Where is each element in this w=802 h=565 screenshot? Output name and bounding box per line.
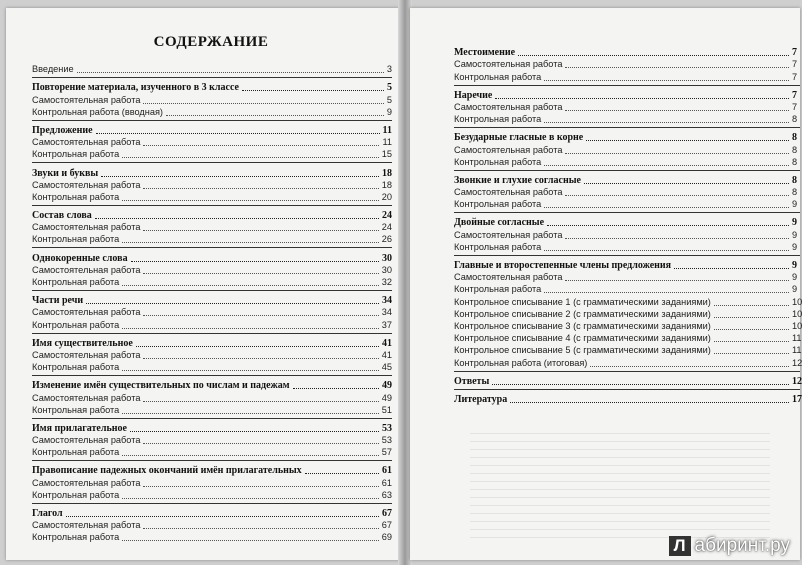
left-page <box>6 8 400 560</box>
dot-leader <box>544 80 789 81</box>
toc-entry <box>32 306 392 318</box>
dot-leader <box>143 103 383 104</box>
toc-page-number: 67 <box>381 520 392 531</box>
toc-page-number: 7 <box>792 89 797 101</box>
toc-entry-title: Контрольная работа <box>32 447 120 458</box>
toc-left <box>32 63 392 548</box>
toc-section-heading <box>32 507 392 519</box>
toc-entry <box>454 283 800 295</box>
toc-page-number: 34 <box>382 295 392 307</box>
dot-leader <box>242 90 384 91</box>
toc-entry-title: Имя прилагательное <box>32 422 127 434</box>
dot-leader <box>143 145 379 146</box>
toc-section-heading <box>454 375 800 387</box>
toc-page-number: 49 <box>382 380 392 392</box>
toc-entry-title: Контрольная работа <box>32 362 120 373</box>
toc-section-heading <box>454 46 800 58</box>
dot-leader <box>143 188 378 189</box>
toc-entry-title: Самостоятельная работа <box>32 392 141 403</box>
toc-entry-title: Контрольное списывание 2 (с грамматическими заданиями) <box>454 308 711 319</box>
toc-page-number: 26 <box>381 234 392 245</box>
toc-entry-title: Контрольная работа <box>32 319 120 330</box>
dot-leader <box>143 273 378 274</box>
toc-page-number: 45 <box>381 362 392 373</box>
dot-leader <box>86 303 379 304</box>
toc-page-number: 8 <box>792 187 798 198</box>
toc-section-heading <box>454 259 800 271</box>
toc-page-number: 5 <box>386 94 392 105</box>
dot-leader <box>143 528 378 529</box>
toc-section-heading <box>32 124 392 136</box>
toc-page-number: 57 <box>381 447 392 458</box>
toc-entry-title: Контрольное списывание 5 (с грамматическими заданиями) <box>454 345 711 356</box>
dot-leader <box>96 133 380 134</box>
toc-page-number: 8 <box>792 114 798 125</box>
toc-entry <box>32 106 392 118</box>
labirint-logo-icon: Л <box>669 536 691 556</box>
toc-page-number: 7 <box>792 71 798 82</box>
dot-leader <box>544 292 789 293</box>
toc-section-heading <box>454 216 800 228</box>
toc-page-number: 24 <box>381 222 392 233</box>
toc-entry-title: Изменение имён существительных по числам и падежам <box>32 380 290 392</box>
toc-entry-title: Звуки и буквы <box>32 167 99 179</box>
dot-leader <box>136 346 379 347</box>
dot-leader <box>590 366 789 367</box>
toc-section-heading <box>32 251 392 263</box>
toc-section <box>454 46 800 86</box>
dot-leader <box>492 384 789 385</box>
dot-leader <box>143 401 378 402</box>
toc-section <box>454 375 800 390</box>
toc-page-number: 34 <box>381 307 392 318</box>
dot-leader <box>547 225 789 226</box>
dot-leader <box>166 115 384 116</box>
dot-leader <box>714 341 789 342</box>
toc-section-heading <box>454 89 800 101</box>
toc-page-number: 53 <box>381 435 392 446</box>
toc-section <box>32 422 392 462</box>
dot-leader <box>131 261 379 262</box>
toc-section-heading <box>32 422 392 434</box>
dot-leader <box>95 218 379 219</box>
toc-section <box>454 259 800 372</box>
dot-leader <box>122 242 379 243</box>
toc-entry-title: Самостоятельная работа <box>32 520 141 531</box>
dot-leader <box>495 98 789 99</box>
toc-section <box>32 166 392 206</box>
toc-entry-title: Звонкие и глухие согласные <box>454 174 581 186</box>
toc-section <box>454 174 800 214</box>
toc-entry <box>454 156 800 168</box>
toc-section-heading <box>32 379 392 391</box>
dot-leader <box>565 153 789 154</box>
toc-section-heading <box>454 131 800 143</box>
toc-entry <box>454 143 800 155</box>
toc-page-number: 53 <box>382 422 392 434</box>
dot-leader <box>122 413 379 414</box>
toc-entry <box>32 264 392 276</box>
toc-entry-title: Контрольная работа <box>32 404 120 415</box>
toc-entry <box>454 344 800 356</box>
toc-entry <box>32 276 392 288</box>
toc-section <box>32 337 392 377</box>
toc-page-number: 7 <box>792 47 797 59</box>
toc-entry-title: Контрольное списывание 1 (с грамматическими заданиями) <box>454 296 711 307</box>
toc-entry-title: Самостоятельная работа <box>454 229 563 240</box>
toc-entry-title: Контрольная работа <box>454 71 542 82</box>
dot-leader <box>293 388 379 389</box>
toc-entry <box>32 519 392 531</box>
toc-entry-title: Самостоятельная работа <box>454 144 563 155</box>
toc-entry-title: Самостоятельная работа <box>32 477 141 488</box>
toc-entry-title: Контрольная работа <box>454 241 542 252</box>
toc-entry-title: Контрольная работа <box>32 191 120 202</box>
toc-entry <box>32 446 392 458</box>
toc-page-number: 41 <box>381 349 392 360</box>
toc-entry <box>32 63 392 75</box>
toc-entry-title: Двойные согласные <box>454 217 545 229</box>
toc-entry-title: Контрольная работа <box>454 284 542 295</box>
toc-page-number: 11 <box>382 137 392 148</box>
toc-entry-title: Введение <box>32 64 74 75</box>
toc-entry <box>454 332 800 344</box>
dot-leader <box>122 370 379 371</box>
dot-leader <box>565 110 789 111</box>
toc-page-number: 32 <box>381 277 392 287</box>
dot-leader <box>544 165 789 166</box>
toc-entry <box>454 228 800 240</box>
toc-section <box>32 507 392 546</box>
toc-entry-title: Самостоятельная работа <box>32 137 141 148</box>
toc-page-number: 8 <box>792 156 798 167</box>
dot-leader <box>544 207 789 208</box>
toc-entry-title: Части речи <box>32 295 84 307</box>
toc-page-number: 17 <box>792 393 802 405</box>
toc-page-number: 8 <box>792 144 798 155</box>
toc-section-heading <box>32 166 392 178</box>
dot-leader <box>544 122 789 123</box>
toc-entry <box>454 70 800 82</box>
dot-leader <box>77 72 384 73</box>
toc-entry-title: Повторение материала, изученного в 3 классе <box>32 82 239 94</box>
dot-leader <box>143 486 378 487</box>
toc-entry <box>454 113 800 125</box>
toc-entry-title: Самостоятельная работа <box>32 307 141 318</box>
toc-entry <box>32 349 392 361</box>
toc-right <box>454 46 800 410</box>
toc-entry-title: Самостоятельная работа <box>454 59 563 70</box>
toc-page-number: 10 <box>792 308 802 319</box>
toc-page-number: 8 <box>792 132 797 144</box>
toc-page-number: 8 <box>792 174 797 186</box>
toc-entry-title: Контрольная работа <box>32 277 120 287</box>
toc-entry-title: Главные и второстепенные члены предложения <box>454 260 672 271</box>
toc-entry-title: Самостоятельная работа <box>32 179 141 190</box>
toc-entry-title: Контрольная работа <box>32 149 120 160</box>
toc-entry <box>454 356 800 368</box>
toc-page-number: 15 <box>381 149 392 160</box>
toc-page-number: 9 <box>792 260 797 271</box>
toc-entry-title: Самостоятельная работа <box>454 187 563 198</box>
dot-leader <box>122 455 379 456</box>
toc-page-number: 12 <box>792 357 802 368</box>
dot-leader <box>143 358 378 359</box>
toc-entry <box>32 136 392 148</box>
dot-leader <box>122 157 379 158</box>
page-title: СОДЕРЖАНИЕ <box>153 34 269 50</box>
dot-leader <box>122 540 379 541</box>
toc-entry-title: Контрольное списывание 3 (с грамматическими заданиями) <box>454 320 711 331</box>
toc-page-number: 9 <box>792 199 798 210</box>
dot-leader <box>122 498 379 499</box>
toc-page-number: 18 <box>381 179 392 190</box>
toc-entry <box>454 186 800 198</box>
toc-section-heading <box>32 464 392 476</box>
toc-section <box>32 63 392 78</box>
toc-section <box>32 379 392 419</box>
dot-leader <box>544 250 789 251</box>
toc-entry-title: Безударные гласные в корне <box>454 132 584 144</box>
toc-page-number: 3 <box>386 64 392 75</box>
dot-leader <box>714 329 789 330</box>
watermark <box>669 535 790 557</box>
toc-page-number: 30 <box>381 264 392 275</box>
dot-leader <box>143 443 378 444</box>
toc-entry-title: Предложение <box>32 124 93 136</box>
toc-section <box>454 393 800 407</box>
toc-entry-title: Правописание падежных окончаний имён прилагательных <box>32 465 302 477</box>
dot-leader <box>674 268 789 269</box>
toc-page-number: 5 <box>387 82 392 94</box>
toc-entry-title: Самостоятельная работа <box>454 101 563 112</box>
toc-entry-title: Самостоятельная работа <box>32 349 141 360</box>
toc-entry <box>32 148 392 160</box>
toc-page-number: 11 <box>792 333 802 344</box>
dot-leader <box>586 140 789 141</box>
toc-entry-title: Глагол <box>32 508 63 519</box>
toc-page-number: 49 <box>381 392 392 403</box>
dot-leader <box>510 402 789 403</box>
dot-leader <box>66 516 379 517</box>
toc-entry-title: Самостоятельная работа <box>32 94 141 105</box>
toc-entry-title: Самостоятельная работа <box>454 272 563 283</box>
toc-entry-title: Контрольная работа <box>32 489 120 500</box>
toc-page-number: 10 <box>792 320 802 331</box>
toc-entry-title: Состав слова <box>32 210 92 222</box>
toc-section <box>454 216 800 256</box>
toc-entry <box>454 101 800 113</box>
toc-section-heading <box>454 174 800 186</box>
toc-entry <box>32 233 392 245</box>
dot-leader <box>122 200 379 201</box>
dot-leader <box>714 305 789 306</box>
toc-entry <box>32 179 392 191</box>
toc-section <box>454 89 800 129</box>
toc-section-heading <box>32 337 392 349</box>
toc-page-number: 9 <box>792 284 798 295</box>
toc-entry-title: Контрольная работа <box>32 532 120 543</box>
toc-page-number: 12 <box>792 375 802 387</box>
toc-entry-title: Однокоренные слова <box>32 252 128 264</box>
toc-page-number: 9 <box>386 106 392 117</box>
toc-entry-title: Самостоятельная работа <box>32 264 141 275</box>
toc-entry <box>32 391 392 403</box>
toc-entry-title: Контрольная работа <box>454 156 542 167</box>
toc-entry <box>454 58 800 70</box>
toc-section <box>32 209 392 249</box>
toc-page-number: 10 <box>792 296 802 307</box>
dot-leader <box>122 328 379 329</box>
dot-leader <box>584 183 789 184</box>
toc-section-heading <box>454 393 800 405</box>
dot-leader <box>565 67 789 68</box>
toc-page-number: 11 <box>792 345 802 356</box>
dot-leader <box>130 431 379 432</box>
toc-page-number: 69 <box>381 532 392 543</box>
toc-section-heading <box>32 209 392 221</box>
toc-entry-title: Контрольная работа <box>454 199 542 210</box>
toc-entry-title: Контрольная работа <box>454 114 542 125</box>
toc-entry <box>32 361 392 373</box>
toc-page-number: 24 <box>382 210 392 222</box>
dot-leader <box>101 176 379 177</box>
toc-entry <box>32 221 392 233</box>
toc-entry <box>454 241 800 253</box>
toc-entry-title: Самостоятельная работа <box>32 435 141 446</box>
toc-page-number: 9 <box>792 241 798 252</box>
toc-section <box>32 251 392 291</box>
toc-section <box>32 464 392 504</box>
dot-leader <box>305 473 379 474</box>
dot-leader <box>565 238 789 239</box>
dot-leader <box>518 55 789 56</box>
toc-page-number: 67 <box>382 508 392 519</box>
toc-page-number: 18 <box>382 167 392 179</box>
toc-page-number: 61 <box>381 477 392 488</box>
toc-entry <box>454 308 800 320</box>
toc-entry <box>32 531 392 543</box>
toc-entry-title: Литература <box>454 393 508 405</box>
toc-entry-title: Имя существительное <box>32 337 133 349</box>
toc-entry-title: Контрольная работа (вводная) <box>32 106 163 117</box>
toc-entry-title: Контрольная работа (итоговая) <box>454 357 588 368</box>
toc-entry <box>32 318 392 330</box>
toc-page-number: 41 <box>382 337 392 349</box>
watermark-text: абиринт.ру <box>694 535 790 556</box>
toc-entry <box>32 489 392 501</box>
toc-entry <box>454 295 800 307</box>
toc-entry <box>32 93 392 105</box>
toc-entry <box>32 434 392 446</box>
toc-entry-title: Самостоятельная работа <box>32 222 141 233</box>
toc-page-number: 37 <box>381 319 392 330</box>
toc-page-number: 61 <box>382 465 392 477</box>
toc-page-number: 7 <box>792 101 798 112</box>
toc-page-number: 51 <box>381 404 392 415</box>
toc-page-number: 63 <box>381 489 392 500</box>
dot-leader <box>714 353 789 354</box>
toc-entry-title: Местоимение <box>454 47 516 59</box>
toc-section <box>32 294 392 334</box>
toc-entry-title: Наречие <box>454 89 493 101</box>
dot-leader <box>143 230 378 231</box>
toc-entry <box>32 404 392 416</box>
toc-page-number: 11 <box>382 124 392 136</box>
toc-entry-title: Ответы <box>454 375 490 387</box>
bleed-through-text <box>470 428 770 538</box>
toc-section-heading <box>32 81 392 93</box>
dot-leader <box>143 315 378 316</box>
toc-section <box>32 124 392 164</box>
toc-page-number: 9 <box>792 217 797 229</box>
toc-entry <box>454 271 800 283</box>
dot-leader <box>565 280 789 281</box>
toc-entry-title: Контрольное списывание 4 (с грамматическими заданиями) <box>454 333 711 344</box>
toc-page-number: 9 <box>792 272 798 283</box>
dot-leader <box>714 317 789 318</box>
toc-entry <box>32 191 392 203</box>
toc-entry <box>454 198 800 210</box>
toc-entry <box>32 476 392 488</box>
toc-section <box>454 131 800 171</box>
dot-leader <box>122 285 379 286</box>
toc-page-number: 7 <box>792 59 798 70</box>
toc-page-number: 30 <box>382 252 392 264</box>
toc-section <box>32 81 392 121</box>
toc-entry-title: Контрольная работа <box>32 234 120 245</box>
dot-leader <box>565 195 789 196</box>
toc-page-number: 9 <box>792 229 798 240</box>
toc-section-heading <box>32 294 392 306</box>
right-page <box>410 8 800 560</box>
toc-page-number: 20 <box>381 191 392 202</box>
toc-entry <box>454 320 800 332</box>
